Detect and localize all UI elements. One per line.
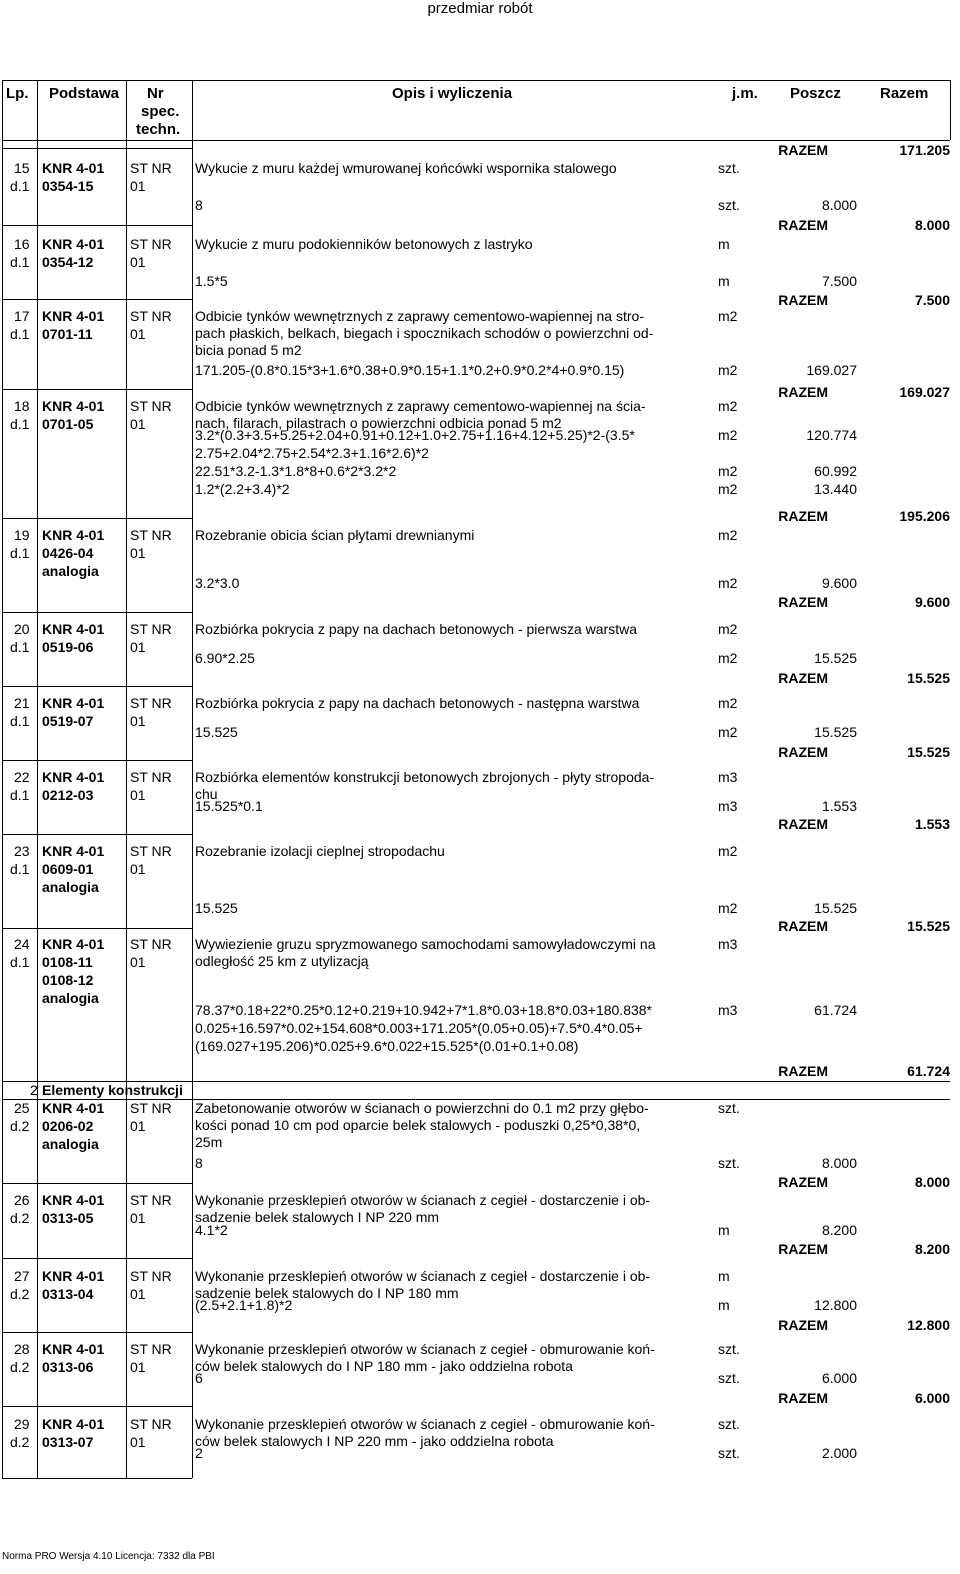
item-spec: ST NR [130,936,172,952]
row-rule [2,299,192,300]
item-description: Rozebranie obicia ścian płytami drewnianymi [195,527,475,543]
item-description: bicia ponad 5 m2 [195,342,302,358]
item-description: Wykucie z muru każdej wmurowanej końcówki wspornika stalowego [195,160,617,176]
row-rule [2,760,192,761]
row-rule [2,928,192,929]
calc-unit: m [718,1297,730,1313]
item-spec: 01 [130,954,146,970]
item-podstawa: KNR 4-01 [42,936,105,952]
item-lp: 21 [14,695,30,711]
item-podstawa: analogia [42,563,99,579]
razem-value: 9.600 [914,594,950,610]
calc-value: 120.774 [806,427,857,443]
razem-value: 8.200 [914,1241,950,1257]
item-description: Odbicie tynków wewnętrznych z zaprawy cementowo-wapiennej na stro- [195,308,644,324]
item-podstawa: 0212-03 [42,787,94,803]
item-lp: 27 [14,1268,30,1284]
item-description: ców belek stalowych do I NP 180 mm - jako oddzielna robota [195,1358,573,1374]
item-lp: 19 [14,527,30,543]
calc-expression: 0.025+16.597*0.02+154.608*0.003+171.205*(0.05+0.05)+7.5*0.4*0.05+ [195,1020,643,1036]
item-unit: m2 [718,398,738,414]
item-description: Wykonanie przesklepień otworów w ścianach z cegieł - obmurowanie koń- [195,1341,655,1357]
item-spec: ST NR [130,769,172,785]
calc-value: 1.553 [821,798,857,814]
item-dzial: d.1 [10,326,30,342]
item-unit: m2 [718,621,738,637]
item-dzial: d.2 [10,1434,30,1450]
item-podstawa: KNR 4-01 [42,1268,105,1284]
razem-value: 8.000 [914,217,950,233]
row-rule [2,1258,192,1259]
calc-expression: 1.5*5 [195,273,228,289]
calc-unit: szt. [718,1370,740,1386]
calc-unit: m2 [718,900,738,916]
calc-unit: m2 [718,427,738,443]
calc-value: 169.027 [806,362,857,378]
item-spec: ST NR [130,1192,172,1208]
item-lp: 25 [14,1100,30,1116]
calc-expression: 8 [195,197,203,213]
item-podstawa: KNR 4-01 [42,1341,105,1357]
item-lp: 20 [14,621,30,637]
header-spec: spec. [141,103,180,120]
item-podstawa: 0108-11 [42,954,93,970]
calc-value: 9.600 [821,575,857,591]
calc-unit: m2 [718,575,738,591]
item-description: chu [195,786,218,802]
footer: Norma PRO Wersja 4.10 Licencja: 7332 dla PBI [2,1551,215,1562]
calc-expression: 6.90*2.25 [195,650,255,666]
item-podstawa: 0313-05 [42,1210,94,1226]
item-lp: 28 [14,1341,30,1357]
item-spec: 01 [130,713,146,729]
item-description: Odbicie tynków wewnętrznych z zaprawy cementowo-wapiennej na ścia- [195,398,646,414]
header-poszcz: Poszcz [790,85,841,102]
item-spec: ST NR [130,398,172,414]
calc-expression: 4.1*2 [195,1222,228,1238]
item-description: Rozebranie izolacji cieplnej stropodachu [195,843,445,859]
item-podstawa: 0313-06 [42,1359,94,1375]
item-podstawa: KNR 4-01 [42,843,105,859]
item-description: pach płaskich, belkach, biegach i spocznikach schodów o powierzchni od- [195,325,654,341]
razem-label: RAZEM [778,670,828,686]
item-spec: ST NR [130,843,172,859]
item-spec: 01 [130,326,146,342]
item-unit: m3 [718,936,738,952]
item-unit: szt. [718,1100,740,1116]
razem-label: RAZEM [778,292,828,308]
calc-expression: 8 [195,1155,203,1171]
calc-value: 60.992 [814,463,857,479]
item-lp: 29 [14,1416,30,1432]
calc-value: 15.525 [814,900,857,916]
calc-value: 61.724 [814,1002,857,1018]
header-top-rule [2,80,950,81]
row-rule [2,686,192,687]
item-description: kości ponad 10 cm pod oparcie belek stalowych - poduszki 0,25*0,38*0, [195,1117,641,1133]
calc-expression: 15.525 [195,724,238,740]
calc-value: 6.000 [821,1370,857,1386]
item-description: sadzenie belek stalowych I NP 220 mm [195,1209,440,1225]
razem-value: 61.724 [907,1063,950,1079]
calc-value: 8.000 [821,197,857,213]
razem-value: 7.500 [914,292,950,308]
razem-label: RAZEM [778,217,828,233]
item-podstawa: 0426-04 [42,545,94,561]
item-description: Wykucie z muru podokienników betonowych z lastryko [195,236,533,252]
row-rule [2,834,192,835]
item-spec: 01 [130,639,146,655]
razem-value: 195.206 [899,508,950,524]
calc-unit: m3 [718,798,738,814]
item-dzial: d.2 [10,1118,30,1134]
column-rule [126,80,127,1478]
header-bottom-rule [2,140,950,141]
item-description: Wywiezienie gruzu spryzmowanego samochodami samowyładowczymi na [195,936,656,952]
razem-value: 1.553 [914,816,950,832]
item-spec: 01 [130,1434,146,1450]
item-lp: 23 [14,843,30,859]
item-dzial: d.1 [10,639,30,655]
item-unit: m3 [718,769,738,785]
item-unit: szt. [718,160,740,176]
calc-expression: 1.2*(2.2+3.4)*2 [195,481,290,497]
calc-expression: 6 [195,1370,203,1386]
top-total-value: 171.205 [899,142,950,158]
page-title: przedmiar robót [427,0,533,17]
calc-unit: m [718,273,730,289]
calc-unit: szt. [718,1445,740,1461]
item-podstawa: KNR 4-01 [42,236,105,252]
row-rule [2,225,192,226]
razem-value: 15.525 [907,670,950,686]
item-spec: ST NR [130,1268,172,1284]
column-rule [192,80,193,1478]
item-unit: m [718,1268,730,1284]
calc-expression: 2 [195,1445,203,1461]
item-podstawa: 0609-01 [42,861,94,877]
item-description: Wykonanie przesklepień otworów w ścianach z cegieł - obmurowanie koń- [195,1416,655,1432]
item-unit: m2 [718,695,738,711]
item-podstawa: KNR 4-01 [42,1100,105,1116]
item-lp: 26 [14,1192,30,1208]
item-podstawa: 0354-15 [42,178,94,194]
item-description: Wykonanie przesklepień otworów w ścianach z cegieł - dostarczenie i ob- [195,1268,651,1284]
item-spec: ST NR [130,160,172,176]
item-spec: 01 [130,545,146,561]
item-description: Rozbiórka pokrycia z papy na dachach betonowych - następna warstwa [195,695,640,711]
calc-expression: (2.5+2.1+1.8)*2 [195,1297,293,1313]
row-rule [2,1332,192,1333]
calc-unit: m3 [718,1002,738,1018]
calc-unit: szt. [718,1155,740,1171]
calc-expression: 15.525 [195,900,238,916]
item-lp: 15 [14,160,30,176]
item-podstawa: 0108-12 [42,972,94,988]
item-description: Wykonanie przesklepień otworów w ścianach z cegieł - dostarczenie i ob- [195,1192,651,1208]
item-spec: 01 [130,1118,146,1134]
item-unit: m [718,236,730,252]
razem-value: 15.525 [907,744,950,760]
razem-value: 169.027 [899,384,950,400]
section-title: Elementy konstrukcji [42,1082,183,1098]
item-podstawa: 0206-02 [42,1118,94,1134]
item-dzial: d.2 [10,1359,30,1375]
calc-unit: m2 [718,650,738,666]
header-jm: j.m. [732,85,758,102]
calc-expression: 78.37*0.18+22*0.25*0.12+0.219+10.942+7*1.8*0.03+18.8*0.03+180.838* [195,1002,652,1018]
item-spec: ST NR [130,527,172,543]
item-podstawa: analogia [42,879,99,895]
row-rule [2,148,192,149]
item-unit: m2 [718,527,738,543]
item-spec: ST NR [130,1416,172,1432]
item-description: ców belek stalowych I NP 220 mm - jako oddzielna robota [195,1433,554,1449]
item-spec: ST NR [130,695,172,711]
item-dzial: d.1 [10,861,30,877]
item-lp: 17 [14,308,30,324]
item-podstawa: 0313-07 [42,1434,94,1450]
item-podstawa: 0701-05 [42,416,94,432]
razem-label: RAZEM [778,508,828,524]
razem-label: RAZEM [778,384,828,400]
item-spec: ST NR [130,236,172,252]
item-description: Rozbiórka pokrycia z papy na dachach betonowych - pierwsza warstwa [195,621,637,637]
item-podstawa: 0313-04 [42,1286,94,1302]
item-podstawa: KNR 4-01 [42,621,105,637]
razem-label: RAZEM [778,1063,828,1079]
item-podstawa: analogia [42,1136,99,1152]
calc-value: 2.000 [821,1445,857,1461]
column-rule [37,80,38,1478]
item-description: odległość 25 km z utylizacją [195,953,369,969]
top-total-label: RAZEM [778,142,828,158]
item-podstawa: KNR 4-01 [42,769,105,785]
column-rule [2,80,3,1478]
header-razem: Razem [880,85,929,102]
calc-value: 15.525 [814,650,857,666]
calc-expression: 3.2*(0.3+3.5+5.25+2.04+0.91+0.12+1.0+2.75+1.16+4.12+5.25)*2-(3.5* [195,427,635,443]
calc-value: 12.800 [814,1297,857,1313]
item-podstawa: KNR 4-01 [42,160,105,176]
header-podstawa: Podstawa [49,85,120,102]
row-rule [2,1406,192,1407]
item-podstawa: KNR 4-01 [42,398,105,414]
calc-unit: m2 [718,481,738,497]
item-dzial: d.2 [10,1286,30,1302]
razem-label: RAZEM [778,744,828,760]
item-podstawa: KNR 4-01 [42,1192,105,1208]
item-lp: 22 [14,769,30,785]
item-dzial: d.1 [10,254,30,270]
item-description: nach, filarach, pilastrach o powierzchni odbicia ponad 5 m2 [195,415,562,431]
item-podstawa: analogia [42,990,99,1006]
row-rule [2,389,192,390]
razem-label: RAZEM [778,1174,828,1190]
item-dzial: d.1 [10,713,30,729]
item-spec: 01 [130,1359,146,1375]
item-lp: 18 [14,398,30,414]
item-description: sadzenie belek stalowych do I NP 180 mm [195,1285,459,1301]
item-unit: m2 [718,308,738,324]
row-rule [2,612,192,613]
calc-unit: m [718,1222,730,1238]
header-opis: Opis i wyliczenia [392,85,513,102]
item-podstawa: KNR 4-01 [42,527,105,543]
row-rule [2,518,192,519]
razem-value: 15.525 [907,918,950,934]
razem-value: 12.800 [907,1317,950,1333]
item-podstawa: 0519-06 [42,639,94,655]
calc-expression: 2.75+2.04*2.75+2.54*2.3+1.16*2.6)*2 [195,445,429,461]
razem-label: RAZEM [778,918,828,934]
item-spec: 01 [130,254,146,270]
item-spec: 01 [130,416,146,432]
item-description: Zabetonowanie otworów w ścianach o powierzchni do 0.1 m2 przy głębo- [195,1100,649,1116]
section-number: 2 [30,1082,38,1098]
item-description: Rozbiórka elementów konstrukcji betonowych zbrojonych - płyty stropoda- [195,769,655,785]
header-techn: techn. [136,121,181,138]
item-description: 25m [195,1134,223,1150]
item-podstawa: KNR 4-01 [42,1416,105,1432]
item-spec: 01 [130,1286,146,1302]
calc-expression: (169.027+195.206)*0.025+9.6*0.022+15.525*(0.01+0.1+0.08) [195,1038,579,1054]
razem-value: 6.000 [914,1390,950,1406]
item-podstawa: KNR 4-01 [42,308,105,324]
column-rule [950,80,951,140]
calc-value: 15.525 [814,724,857,740]
calc-expression: 171.205-(0.8*0.15*3+1.6*0.38+0.9*0.15+1.1*0.2+0.9*0.2*4+0.9*0.15) [195,362,625,378]
item-dzial: d.1 [10,416,30,432]
calc-value: 8.000 [821,1155,857,1171]
item-podstawa: 0519-07 [42,713,94,729]
end-rule [2,1478,192,1479]
item-spec: ST NR [130,621,172,637]
item-unit: szt. [718,1341,740,1357]
item-dzial: d.1 [10,787,30,803]
row-rule [2,1183,192,1184]
calc-value: 8.200 [821,1222,857,1238]
item-spec: 01 [130,787,146,803]
calc-value: 13.440 [814,481,857,497]
calc-expression: 15.525*0.1 [195,798,263,814]
item-dzial: d.1 [10,178,30,194]
calc-expression: 22.51*3.2-1.3*1.8*8+0.6*2*3.2*2 [195,463,397,479]
razem-label: RAZEM [778,1317,828,1333]
calc-value: 7.500 [821,273,857,289]
calc-unit: m2 [718,463,738,479]
razem-label: RAZEM [778,594,828,610]
item-spec: ST NR [130,308,172,324]
calc-unit: m2 [718,724,738,740]
item-lp: 16 [14,236,30,252]
item-spec: 01 [130,178,146,194]
header-lp: Lp. [6,85,29,102]
item-spec: 01 [130,1210,146,1226]
calc-unit: m2 [718,362,738,378]
calc-expression: 3.2*3.0 [195,575,240,591]
item-dzial: d.1 [10,545,30,561]
item-unit: m2 [718,843,738,859]
item-unit: szt. [718,1416,740,1432]
item-podstawa: 0701-11 [42,326,93,342]
item-spec: ST NR [130,1100,172,1116]
item-dzial: d.2 [10,1210,30,1226]
item-spec: 01 [130,861,146,877]
calc-unit: szt. [718,197,740,213]
header-nr: Nr [147,85,164,102]
item-dzial: d.1 [10,954,30,970]
item-podstawa: 0354-12 [42,254,94,270]
razem-value: 8.000 [914,1174,950,1190]
razem-label: RAZEM [778,816,828,832]
razem-label: RAZEM [778,1241,828,1257]
item-spec: ST NR [130,1341,172,1357]
item-podstawa: KNR 4-01 [42,695,105,711]
razem-label: RAZEM [778,1390,828,1406]
item-lp: 24 [14,936,30,952]
